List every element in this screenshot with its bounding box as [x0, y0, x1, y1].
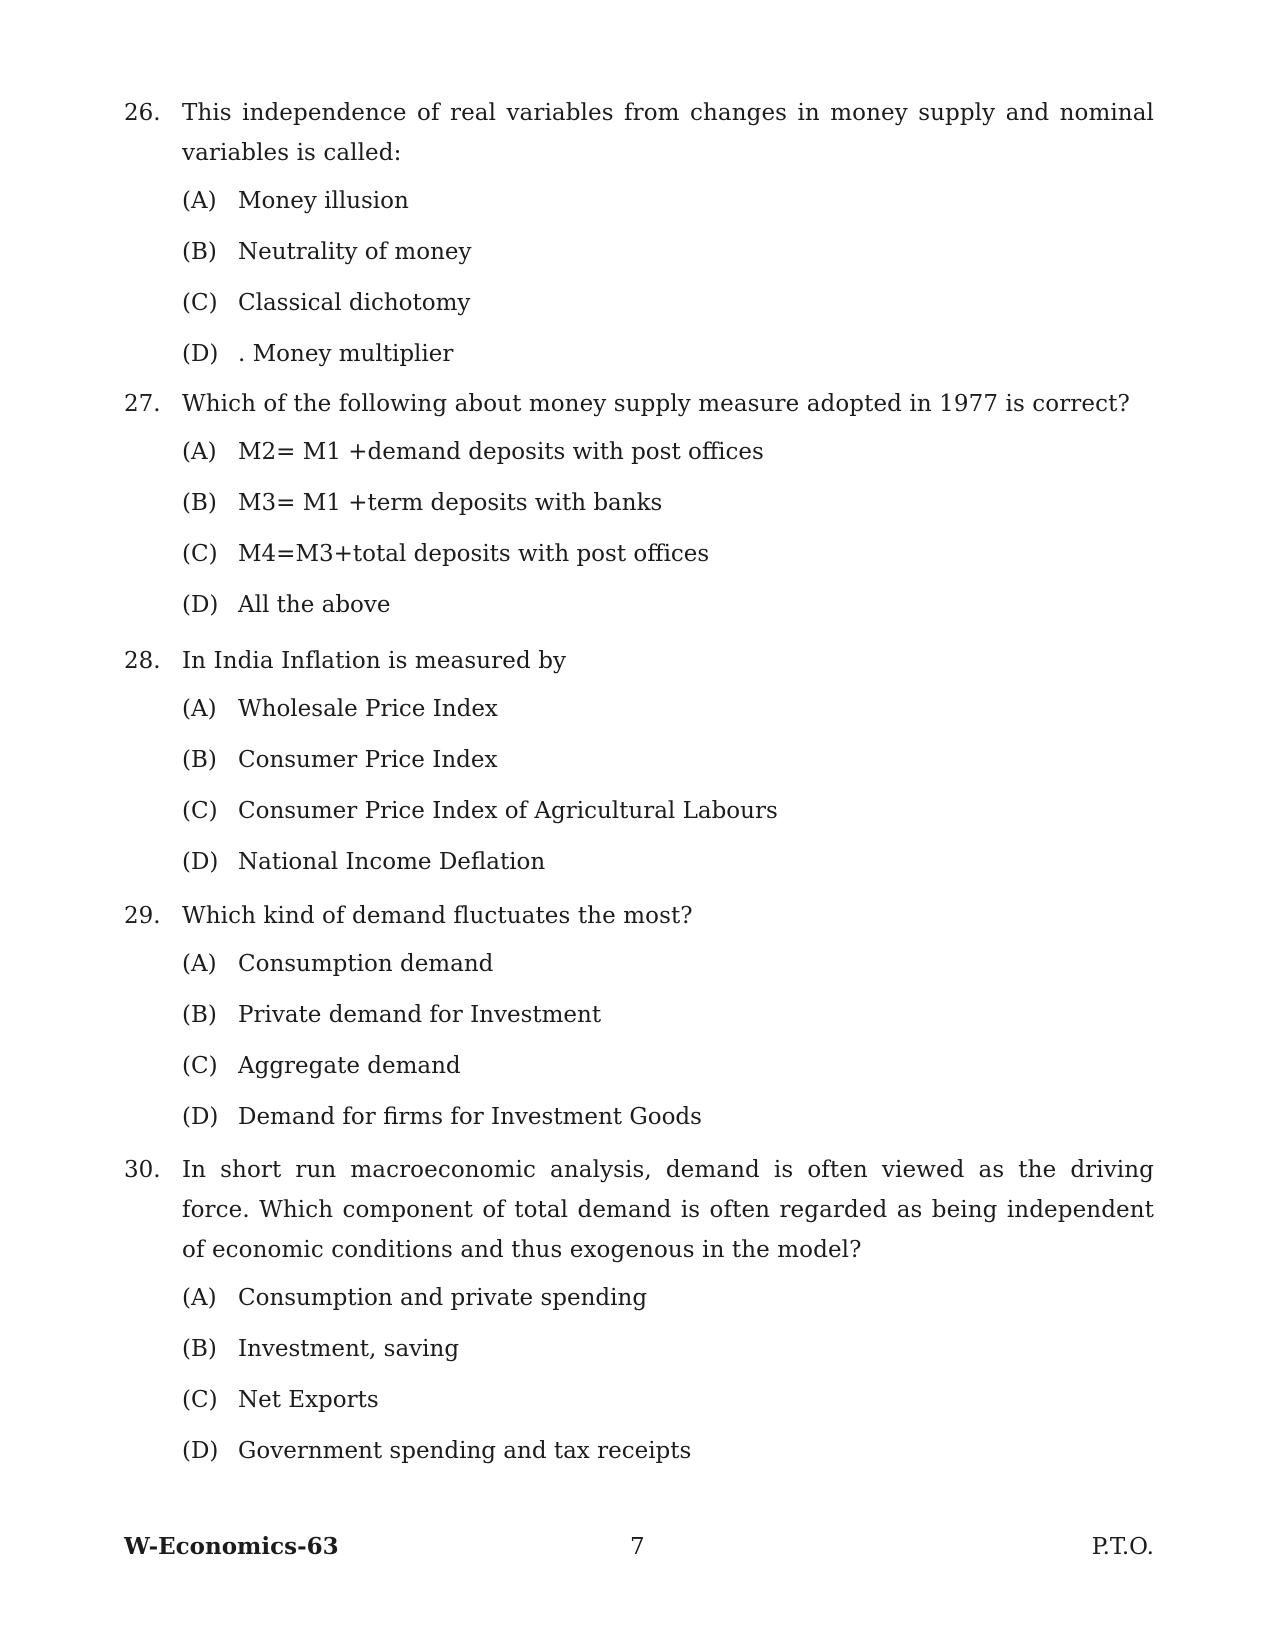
- option-c: [182, 1380, 1154, 1431]
- option-letter: (B): [182, 1002, 217, 1028]
- option-text: M2= M1 +demand deposits with post offices: [238, 439, 764, 465]
- option-d: [182, 1431, 1154, 1482]
- options-list: [182, 432, 1154, 636]
- option-letter: (B): [182, 747, 217, 773]
- option-letter: (B): [182, 490, 217, 516]
- options-list: [182, 1278, 1154, 1482]
- option-letter: (C): [182, 541, 218, 567]
- page-footer: [124, 1527, 1154, 1567]
- question-header: [124, 1150, 1154, 1270]
- question-26: [124, 93, 1154, 385]
- option-letter: (A): [182, 1285, 217, 1311]
- option-letter: (B): [182, 239, 217, 265]
- options-list: [182, 689, 1154, 893]
- question-header: [124, 641, 1154, 681]
- option-letter: (D): [182, 1104, 219, 1130]
- option-b: [182, 740, 1154, 791]
- question-30: [124, 1150, 1154, 1482]
- question-number: 30.: [124, 1157, 161, 1183]
- option-text: Classical dichotomy: [238, 290, 471, 316]
- question-number: 26.: [124, 100, 161, 126]
- option-text: Investment, saving: [238, 1336, 460, 1362]
- question-text: In India Inflation is measured by: [182, 648, 567, 674]
- option-text: Demand for firms for Investment Goods: [238, 1104, 702, 1130]
- option-letter: (C): [182, 1387, 218, 1413]
- option-letter: (C): [182, 1053, 218, 1079]
- option-a: [182, 689, 1154, 740]
- option-letter: (D): [182, 592, 219, 618]
- option-text: Consumer Price Index: [238, 747, 498, 773]
- option-b: [182, 232, 1154, 283]
- question-number: 29.: [124, 903, 161, 929]
- option-d: [182, 842, 1154, 893]
- options-list: [182, 944, 1154, 1148]
- option-c: [182, 791, 1154, 842]
- question-text: This independence of real variables from changes in money supply and nominal variables is called:: [182, 100, 1154, 166]
- option-text: Government spending and tax receipts: [238, 1438, 692, 1464]
- option-b: [182, 1329, 1154, 1380]
- question-text: In short run macroeconomic analysis, demand is often viewed as the driving force. Which component of total demand is often regarded as being independent of economic conditions and thus exogenous in the model?: [182, 1157, 1154, 1263]
- question-29: [124, 896, 1154, 1148]
- option-b: [182, 995, 1154, 1046]
- option-text: Consumption demand: [238, 951, 494, 977]
- option-letter: (D): [182, 849, 219, 875]
- option-letter: (D): [182, 1438, 219, 1464]
- option-text: Consumer Price Index of Agricultural Labours: [238, 798, 778, 824]
- option-text: Neutrality of money: [238, 239, 472, 265]
- question-number: 27.: [124, 391, 161, 417]
- option-text: M3= M1 +term deposits with banks: [238, 490, 663, 516]
- question-text: Which of the following about money supply measure adopted in 1977 is correct?: [182, 391, 1130, 417]
- question-header: [124, 93, 1154, 173]
- option-c: [182, 283, 1154, 334]
- option-text: All the above: [238, 592, 391, 618]
- option-letter: (B): [182, 1336, 217, 1362]
- option-text: National Income Deflation: [238, 849, 546, 875]
- option-text: Net Exports: [238, 1387, 379, 1413]
- option-letter: (A): [182, 696, 217, 722]
- option-a: [182, 432, 1154, 483]
- question-text: Which kind of demand fluctuates the most?: [182, 903, 693, 929]
- option-text: M4=M3+total deposits with post offices: [238, 541, 710, 567]
- option-text: Aggregate demand: [238, 1053, 461, 1079]
- option-letter: (C): [182, 798, 218, 824]
- question-header: [124, 896, 1154, 936]
- question-number: 28.: [124, 648, 161, 674]
- option-text: Consumption and private spending: [238, 1285, 648, 1311]
- pto-label: P.T.O.: [1091, 1534, 1154, 1560]
- option-letter: (A): [182, 439, 217, 465]
- option-a: [182, 1278, 1154, 1329]
- option-a: [182, 944, 1154, 995]
- option-c: [182, 1046, 1154, 1097]
- option-c: [182, 534, 1154, 585]
- question-header: [124, 384, 1154, 424]
- paper-code: W-Economics-63: [124, 1533, 339, 1560]
- option-letter: (A): [182, 951, 217, 977]
- option-d: [182, 334, 1154, 385]
- option-text: Wholesale Price Index: [238, 696, 498, 722]
- option-d: [182, 585, 1154, 636]
- option-d: [182, 1097, 1154, 1148]
- option-text: Private demand for Investment: [238, 1002, 602, 1028]
- option-text: . Money multiplier: [238, 341, 454, 367]
- option-letter: (C): [182, 290, 218, 316]
- question-28: [124, 641, 1154, 893]
- option-a: [182, 181, 1154, 232]
- page-number: 7: [630, 1534, 645, 1560]
- option-text: Money illusion: [238, 188, 409, 214]
- option-letter: (D): [182, 341, 219, 367]
- option-b: [182, 483, 1154, 534]
- question-27: [124, 384, 1154, 636]
- option-letter: (A): [182, 188, 217, 214]
- options-list: [182, 181, 1154, 385]
